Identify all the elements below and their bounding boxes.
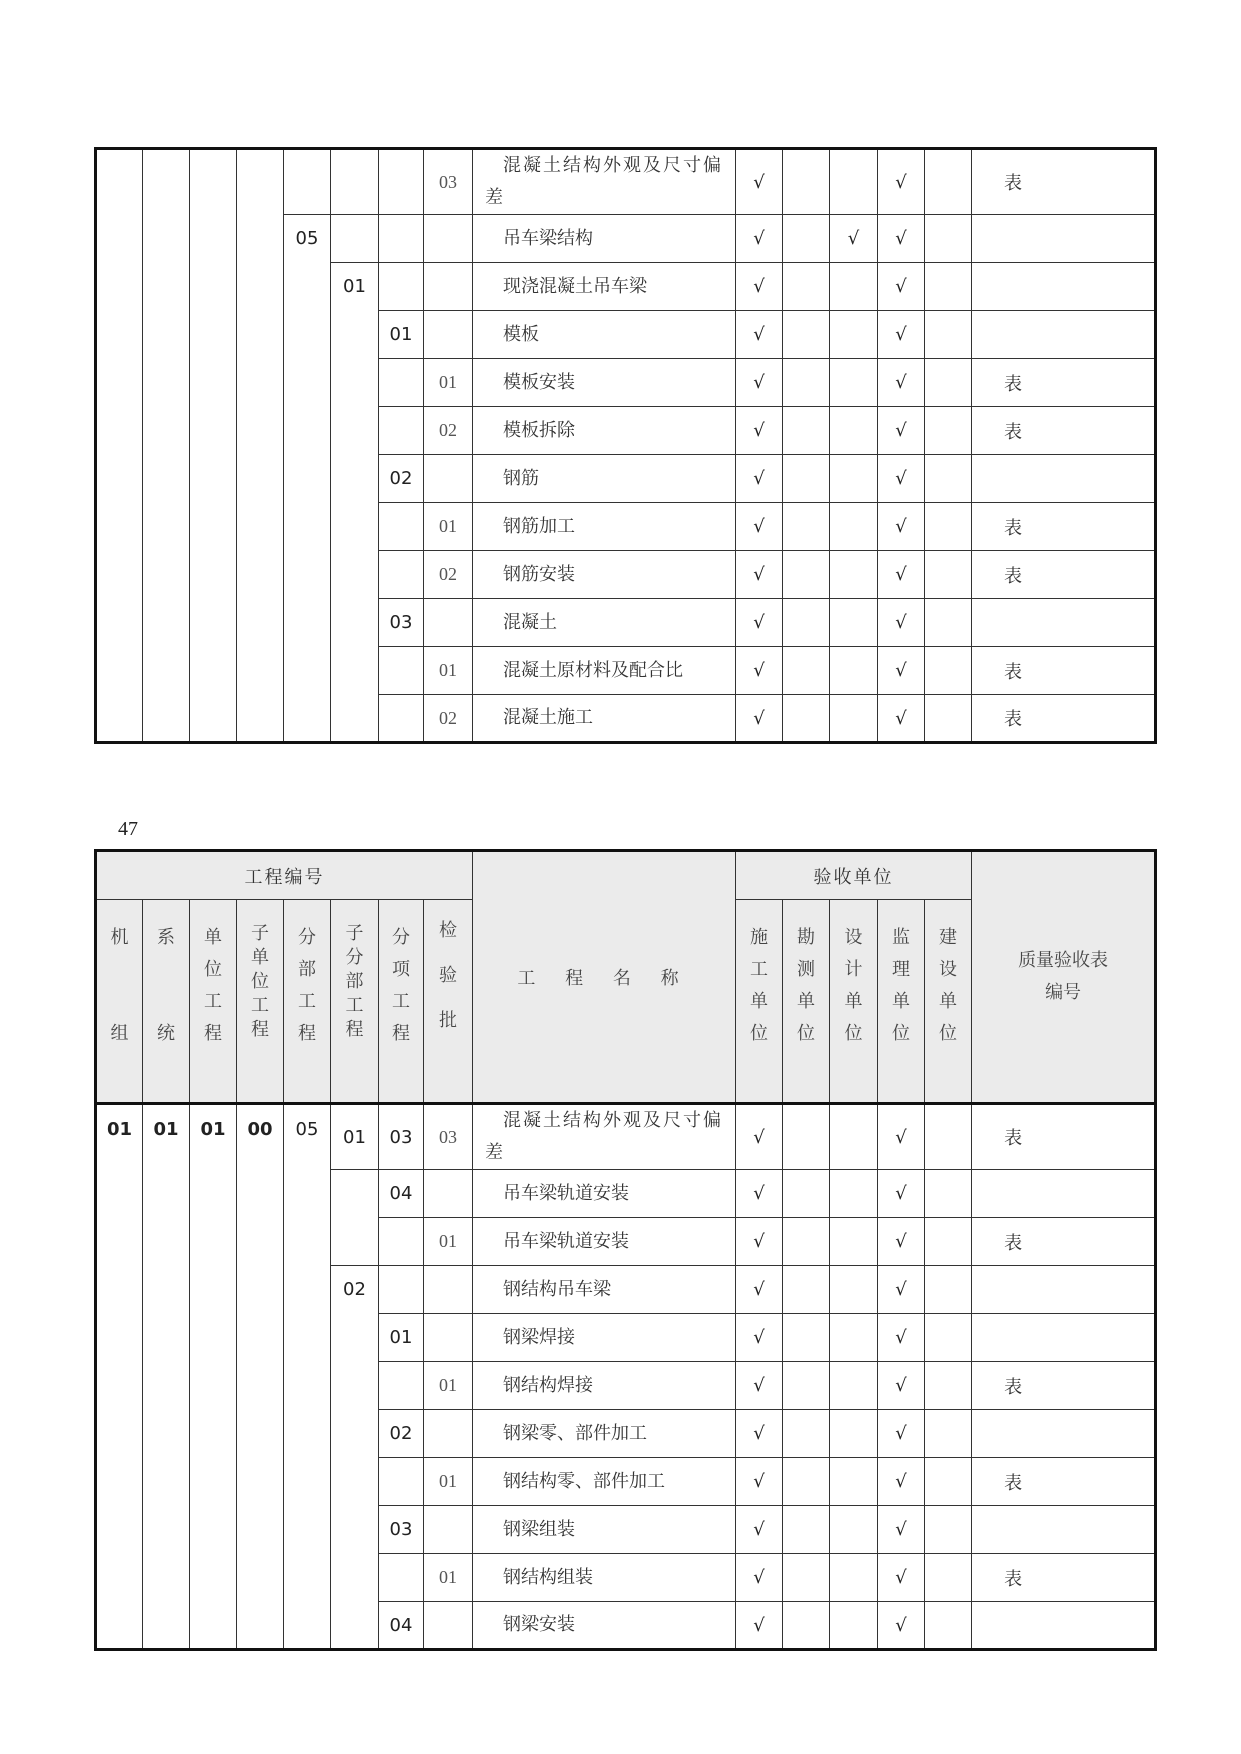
fenbu-code: 05 bbox=[284, 1104, 331, 1650]
check-mark-icon bbox=[925, 1602, 972, 1650]
danwei-code: 01 bbox=[190, 1104, 237, 1650]
check-mark-icon bbox=[925, 1506, 972, 1554]
check-mark-icon bbox=[830, 311, 878, 359]
fenbu-cell bbox=[284, 263, 331, 743]
item-name: 吊车梁轨道安装 bbox=[473, 1170, 736, 1218]
check-mark-icon bbox=[925, 1554, 972, 1602]
check-mark-icon: √ bbox=[878, 1554, 925, 1602]
check-mark-icon: √ bbox=[878, 1266, 925, 1314]
jizu-cell bbox=[96, 149, 143, 743]
item-name: 钢梁焊接 bbox=[473, 1314, 736, 1362]
check-mark-icon bbox=[783, 1602, 830, 1650]
quality-table-ref bbox=[972, 311, 1156, 359]
fenxiang-cell bbox=[379, 1218, 424, 1266]
zifenbu-cell bbox=[331, 1314, 379, 1650]
check-mark-icon bbox=[783, 695, 830, 743]
item-name: 混凝土结构外观及尺寸偏差 bbox=[473, 1104, 736, 1170]
check-mark-icon bbox=[783, 311, 830, 359]
check-mark-icon bbox=[830, 263, 878, 311]
item-name: 模板拆除 bbox=[473, 407, 736, 455]
quality-table-ref bbox=[972, 1506, 1156, 1554]
quality-table-ref bbox=[972, 1314, 1156, 1362]
xitong-cell bbox=[143, 149, 190, 743]
fenxiang-cell bbox=[379, 1458, 424, 1506]
quality-table-ref bbox=[972, 263, 1156, 311]
col-header-jianli: 监 理 单 位 bbox=[878, 900, 925, 1104]
check-mark-icon bbox=[830, 1602, 878, 1650]
fenxiang-cell: 03 bbox=[379, 599, 424, 647]
check-mark-icon bbox=[783, 1458, 830, 1506]
quality-table-ref: 表 bbox=[972, 149, 1156, 215]
check-mark-icon: √ bbox=[736, 359, 783, 407]
fenxiang-cell bbox=[379, 1266, 424, 1314]
check-mark-icon: √ bbox=[878, 695, 925, 743]
check-mark-icon bbox=[925, 149, 972, 215]
fenxiang-cell: 04 bbox=[379, 1602, 424, 1650]
item-name: 钢筋加工 bbox=[473, 503, 736, 551]
col-header-shigong: 施 工 单 位 bbox=[736, 900, 783, 1104]
check-mark-icon bbox=[830, 599, 878, 647]
col-header-jizu: 机 组 bbox=[96, 900, 143, 1104]
check-mark-icon: √ bbox=[878, 455, 925, 503]
check-mark-icon bbox=[830, 695, 878, 743]
jizu-code: 01 bbox=[96, 1104, 143, 1650]
fenxiang-cell: 04 bbox=[379, 1170, 424, 1218]
batch-cell bbox=[424, 1602, 473, 1650]
fenxiang-cell bbox=[379, 215, 424, 263]
check-mark-icon: √ bbox=[736, 455, 783, 503]
check-mark-icon bbox=[783, 455, 830, 503]
check-mark-icon bbox=[783, 599, 830, 647]
item-name: 钢梁零、部件加工 bbox=[473, 1410, 736, 1458]
page-number: 47 bbox=[118, 818, 138, 840]
table2-body bbox=[96, 1104, 1156, 1650]
fenxiang-cell bbox=[379, 149, 424, 215]
table1-body bbox=[96, 149, 1156, 743]
quality-table-ref bbox=[972, 599, 1156, 647]
batch-cell: 01 bbox=[424, 647, 473, 695]
check-mark-icon bbox=[830, 1314, 878, 1362]
quality-table-ref: 表 bbox=[972, 359, 1156, 407]
table-row bbox=[96, 149, 1156, 215]
check-mark-icon bbox=[783, 1314, 830, 1362]
fenxiang-cell bbox=[379, 695, 424, 743]
check-mark-icon bbox=[783, 215, 830, 263]
fenxiang-cell: 03 bbox=[379, 1506, 424, 1554]
check-mark-icon: √ bbox=[878, 215, 925, 263]
quality-table-ref bbox=[972, 455, 1156, 503]
batch-cell: 01 bbox=[424, 1362, 473, 1410]
batch-cell bbox=[424, 1314, 473, 1362]
check-mark-icon: √ bbox=[736, 1104, 783, 1170]
quality-table-ref: 表 bbox=[972, 1218, 1156, 1266]
fenxiang-cell bbox=[379, 551, 424, 599]
item-name: 钢梁安装 bbox=[473, 1602, 736, 1650]
check-mark-icon bbox=[783, 647, 830, 695]
zifenbu-cell bbox=[331, 311, 379, 743]
batch-cell: 01 bbox=[424, 1458, 473, 1506]
check-mark-icon bbox=[830, 1170, 878, 1218]
batch-cell bbox=[424, 1410, 473, 1458]
batch-cell: 02 bbox=[424, 407, 473, 455]
item-name: 混凝土原材料及配合比 bbox=[473, 647, 736, 695]
col-header-fenbu: 分 部 工 程 bbox=[284, 900, 331, 1104]
check-mark-icon bbox=[830, 1362, 878, 1410]
check-mark-icon bbox=[925, 359, 972, 407]
check-mark-icon bbox=[783, 1362, 830, 1410]
batch-cell: 01 bbox=[424, 1218, 473, 1266]
item-name: 钢结构焊接 bbox=[473, 1362, 736, 1410]
check-mark-icon: √ bbox=[878, 407, 925, 455]
check-mark-icon: √ bbox=[736, 1410, 783, 1458]
fenxiang-cell bbox=[379, 1554, 424, 1602]
check-mark-icon: √ bbox=[736, 1602, 783, 1650]
item-name: 模板 bbox=[473, 311, 736, 359]
check-mark-icon: √ bbox=[878, 263, 925, 311]
quality-table-ref bbox=[972, 1170, 1156, 1218]
check-mark-icon: √ bbox=[878, 599, 925, 647]
inspection-table bbox=[94, 849, 1157, 1651]
header-row-group bbox=[96, 851, 1156, 900]
batch-cell: 01 bbox=[424, 359, 473, 407]
check-mark-icon: √ bbox=[878, 1362, 925, 1410]
check-mark-icon bbox=[925, 1410, 972, 1458]
check-mark-icon bbox=[830, 1218, 878, 1266]
fenxiang-cell: 02 bbox=[379, 455, 424, 503]
check-mark-icon: √ bbox=[736, 1554, 783, 1602]
col-header-sheji: 设 计 单 位 bbox=[830, 900, 878, 1104]
check-mark-icon bbox=[925, 599, 972, 647]
fenxiang-cell bbox=[379, 1362, 424, 1410]
check-mark-icon: √ bbox=[830, 215, 878, 263]
check-mark-icon bbox=[783, 1506, 830, 1554]
quality-table-ref: 表 bbox=[972, 407, 1156, 455]
batch-cell bbox=[424, 599, 473, 647]
quality-table-ref: 表 bbox=[972, 695, 1156, 743]
col-header-kance: 勘 测 单 位 bbox=[783, 900, 830, 1104]
item-name: 吊车梁轨道安装 bbox=[473, 1218, 736, 1266]
check-mark-icon bbox=[783, 1266, 830, 1314]
quality-table-ref bbox=[972, 1266, 1156, 1314]
quality-table-ref: 表 bbox=[972, 1554, 1156, 1602]
check-mark-icon bbox=[925, 407, 972, 455]
fenxiang-cell: 01 bbox=[379, 311, 424, 359]
zifenbu-cell: 02 bbox=[331, 1266, 379, 1314]
check-mark-icon bbox=[830, 503, 878, 551]
col-header-jianshe: 建 设 单 位 bbox=[925, 900, 972, 1104]
check-mark-icon bbox=[925, 503, 972, 551]
check-mark-icon bbox=[783, 551, 830, 599]
check-mark-icon bbox=[925, 695, 972, 743]
check-mark-icon: √ bbox=[878, 311, 925, 359]
item-name: 钢结构组装 bbox=[473, 1554, 736, 1602]
quality-table-ref bbox=[972, 1602, 1156, 1650]
quality-table-ref: 表 bbox=[972, 1104, 1156, 1170]
check-mark-icon: √ bbox=[736, 1458, 783, 1506]
check-mark-icon bbox=[925, 1314, 972, 1362]
fenxiang-cell bbox=[379, 359, 424, 407]
fenxiang-cell bbox=[379, 263, 424, 311]
fenxiang-cell bbox=[379, 647, 424, 695]
item-name: 混凝土 bbox=[473, 599, 736, 647]
check-mark-icon bbox=[925, 1104, 972, 1170]
check-mark-icon bbox=[783, 1554, 830, 1602]
check-mark-icon: √ bbox=[736, 551, 783, 599]
item-name: 混凝土结构外观及尺寸偏差 bbox=[473, 149, 736, 215]
item-name: 混凝土施工 bbox=[473, 695, 736, 743]
check-mark-icon: √ bbox=[736, 1266, 783, 1314]
check-mark-icon bbox=[925, 215, 972, 263]
zifenbu-cell bbox=[331, 149, 379, 215]
zifenbu-cell: 01 bbox=[331, 1104, 379, 1170]
batch-cell bbox=[424, 263, 473, 311]
check-mark-icon: √ bbox=[736, 311, 783, 359]
check-mark-icon bbox=[925, 455, 972, 503]
batch-cell bbox=[424, 455, 473, 503]
quality-table-ref: 表 bbox=[972, 1458, 1156, 1506]
check-mark-icon bbox=[925, 551, 972, 599]
fenxiang-cell: 03 bbox=[379, 1104, 424, 1170]
check-mark-icon: √ bbox=[736, 1506, 783, 1554]
fenxiang-cell bbox=[379, 503, 424, 551]
project-name-header: 工 程 名 称 bbox=[473, 851, 736, 1104]
item-name: 钢结构吊车梁 bbox=[473, 1266, 736, 1314]
zidanwei-cell bbox=[237, 149, 284, 743]
col-header-zidanwei: 子 单 位 工 程 bbox=[237, 900, 284, 1104]
check-mark-icon: √ bbox=[736, 503, 783, 551]
check-mark-icon bbox=[830, 455, 878, 503]
check-mark-icon bbox=[783, 1170, 830, 1218]
check-mark-icon: √ bbox=[736, 263, 783, 311]
check-mark-icon bbox=[830, 647, 878, 695]
fenbu-cell: 05 bbox=[284, 215, 331, 263]
inspection-table-continuation bbox=[94, 147, 1157, 744]
item-name: 吊车梁结构 bbox=[473, 215, 736, 263]
batch-cell bbox=[424, 1170, 473, 1218]
danwei-cell bbox=[190, 149, 237, 743]
fenxiang-cell bbox=[379, 407, 424, 455]
batch-cell: 01 bbox=[424, 1554, 473, 1602]
check-mark-icon bbox=[830, 1266, 878, 1314]
check-mark-icon bbox=[783, 263, 830, 311]
check-mark-icon: √ bbox=[878, 1170, 925, 1218]
item-name: 钢筋安装 bbox=[473, 551, 736, 599]
check-mark-icon: √ bbox=[878, 149, 925, 215]
batch-cell bbox=[424, 215, 473, 263]
col-header-fenxiang: 分 项 工 程 bbox=[379, 900, 424, 1104]
check-mark-icon: √ bbox=[736, 599, 783, 647]
check-mark-icon bbox=[925, 263, 972, 311]
quality-table-ref: 表 bbox=[972, 1362, 1156, 1410]
table2-header bbox=[96, 851, 1156, 1104]
batch-cell: 03 bbox=[424, 149, 473, 215]
check-mark-icon: √ bbox=[878, 1506, 925, 1554]
check-mark-icon bbox=[783, 1104, 830, 1170]
zifenbu-cell bbox=[331, 215, 379, 263]
batch-cell bbox=[424, 1506, 473, 1554]
fenxiang-cell: 02 bbox=[379, 1410, 424, 1458]
check-mark-icon bbox=[830, 1554, 878, 1602]
check-mark-icon bbox=[925, 1458, 972, 1506]
item-name: 现浇混凝土吊车梁 bbox=[473, 263, 736, 311]
check-mark-icon: √ bbox=[878, 503, 925, 551]
check-mark-icon bbox=[830, 1458, 878, 1506]
quality-table-ref bbox=[972, 215, 1156, 263]
item-name: 模板安装 bbox=[473, 359, 736, 407]
item-name: 钢结构零、部件加工 bbox=[473, 1458, 736, 1506]
check-mark-icon bbox=[925, 647, 972, 695]
quality-table-ref: 表 bbox=[972, 503, 1156, 551]
check-mark-icon bbox=[830, 149, 878, 215]
batch-cell: 01 bbox=[424, 503, 473, 551]
check-mark-icon bbox=[783, 503, 830, 551]
batch-cell bbox=[424, 311, 473, 359]
table-row bbox=[96, 1104, 1156, 1170]
check-mark-icon bbox=[925, 1218, 972, 1266]
item-name: 钢梁组装 bbox=[473, 1506, 736, 1554]
zifenbu-cell: 01 bbox=[331, 263, 379, 311]
fenxiang-cell: 01 bbox=[379, 1314, 424, 1362]
check-mark-icon bbox=[783, 1410, 830, 1458]
check-mark-icon bbox=[830, 1506, 878, 1554]
batch-cell: 02 bbox=[424, 551, 473, 599]
batch-cell: 03 bbox=[424, 1104, 473, 1170]
batch-cell bbox=[424, 1266, 473, 1314]
fenbu-cell bbox=[284, 149, 331, 215]
quality-table-ref: 表 bbox=[972, 551, 1156, 599]
check-mark-icon bbox=[830, 407, 878, 455]
batch-cell: 02 bbox=[424, 695, 473, 743]
check-mark-icon bbox=[783, 359, 830, 407]
check-mark-icon bbox=[830, 551, 878, 599]
acceptance-units-header: 验收单位 bbox=[736, 851, 972, 900]
check-mark-icon: √ bbox=[736, 695, 783, 743]
check-mark-icon bbox=[925, 1362, 972, 1410]
check-mark-icon bbox=[925, 1266, 972, 1314]
col-header-xitong: 系 统 bbox=[143, 900, 190, 1104]
check-mark-icon bbox=[783, 149, 830, 215]
col-header-zifenbu: 子 分 部 工 程 bbox=[331, 900, 379, 1104]
col-header-danwei: 单 位 工 程 bbox=[190, 900, 237, 1104]
check-mark-icon bbox=[830, 1410, 878, 1458]
item-name: 钢筋 bbox=[473, 455, 736, 503]
check-mark-icon: √ bbox=[736, 1170, 783, 1218]
zifenbu-cell bbox=[331, 1170, 379, 1266]
check-mark-icon: √ bbox=[878, 647, 925, 695]
check-mark-icon: √ bbox=[736, 647, 783, 695]
check-mark-icon: √ bbox=[878, 1314, 925, 1362]
check-mark-icon: √ bbox=[878, 1104, 925, 1170]
check-mark-icon bbox=[783, 1218, 830, 1266]
project-code-header: 工程编号 bbox=[96, 851, 473, 900]
check-mark-icon: √ bbox=[878, 1602, 925, 1650]
check-mark-icon bbox=[925, 1170, 972, 1218]
check-mark-icon: √ bbox=[878, 359, 925, 407]
check-mark-icon: √ bbox=[736, 1314, 783, 1362]
quality-table-header: 质量验收表 编号 bbox=[972, 851, 1156, 1104]
check-mark-icon: √ bbox=[736, 1218, 783, 1266]
check-mark-icon: √ bbox=[736, 1362, 783, 1410]
check-mark-icon: √ bbox=[736, 215, 783, 263]
check-mark-icon bbox=[830, 359, 878, 407]
check-mark-icon: √ bbox=[878, 1410, 925, 1458]
check-mark-icon bbox=[830, 1104, 878, 1170]
check-mark-icon: √ bbox=[878, 1218, 925, 1266]
xitong-code: 01 bbox=[143, 1104, 190, 1650]
check-mark-icon bbox=[925, 311, 972, 359]
check-mark-icon: √ bbox=[878, 1458, 925, 1506]
quality-table-ref bbox=[972, 1410, 1156, 1458]
quality-table-ref: 表 bbox=[972, 647, 1156, 695]
check-mark-icon: √ bbox=[878, 551, 925, 599]
check-mark-icon bbox=[783, 407, 830, 455]
col-header-jianyanpi: 检 验 批 bbox=[424, 900, 473, 1104]
check-mark-icon: √ bbox=[736, 407, 783, 455]
zidanwei-code: 00 bbox=[237, 1104, 284, 1650]
check-mark-icon: √ bbox=[736, 149, 783, 215]
